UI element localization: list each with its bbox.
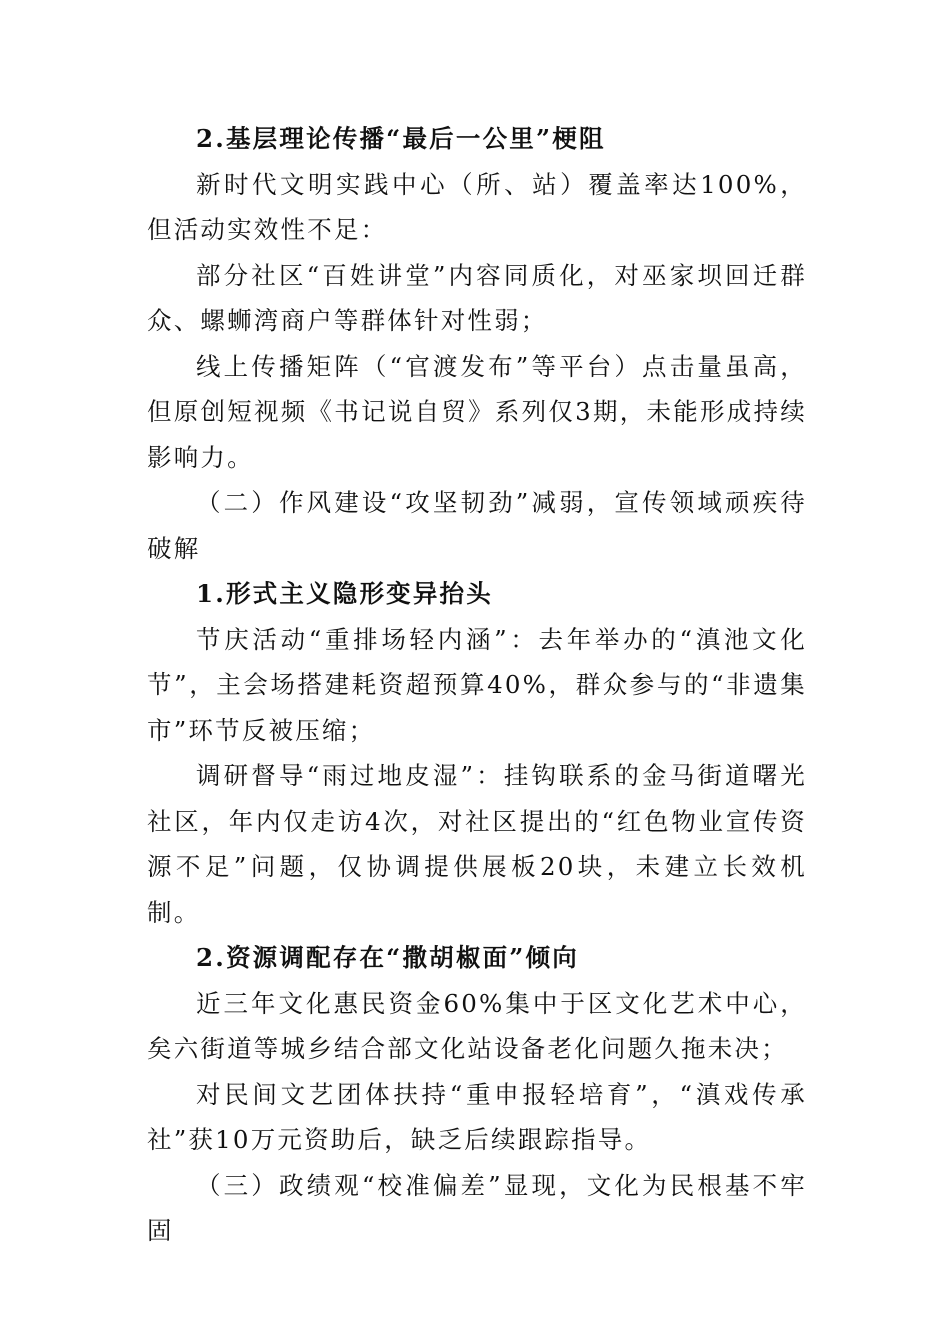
paragraph-research-supervision: 调研督导“雨过地皮湿”：挂钩联系的金马街道曙光社区，年内仅走访4次，对社区提出的“红色物业宣传资源不足”问题，仅协调提供展板20块，未建立长效机制。 xyxy=(147,761,807,927)
paragraph-online-matrix: 线上传播矩阵（“官渡发布”等平台）点击量虽高，但原创短视频《书记说自贸》系列仅3期，未能形成持续影响力。 xyxy=(147,351,807,472)
paragraph-practice-center: 新时代文明实践中心（所、站）覆盖率达100%，但活动实效性不足： xyxy=(147,169,807,244)
paragraph-festival: 节庆活动“重排场轻内涵”：去年举办的“滇池文化节”，主会场搭建耗资超预算40%，群众参与的“非遗集市”环节反被压缩； xyxy=(147,624,807,745)
paragraph-culture-funds: 近三年文化惠民资金60%集中于区文化艺术中心，矣六街道等城乡结合部文化站设备老化问题久拖未决； xyxy=(147,988,807,1063)
document-page xyxy=(147,116,807,1254)
paragraph-community-lecture: 部分社区“百姓讲堂”内容同质化，对巫家坝回迁群众、螺蛳湾商户等群体针对性弱； xyxy=(147,260,807,335)
paragraph-folk-art-support: 对民间文艺团体扶持“重申报轻培育”，“滇戏传承社”获10万元资助后，缺乏后续跟踪指导。 xyxy=(147,1079,807,1154)
section-heading-resource-allocation: 2.资源调配存在“撒胡椒面”倾向 xyxy=(196,943,579,972)
chapter-heading-work-style: （二）作风建设“攻坚韧劲”减弱，宣传领域顽疾待破解 xyxy=(147,488,807,563)
section-heading-formalism: 1.形式主义隐形变异抬头 xyxy=(196,579,493,608)
section-heading-basic-theory: 2.基层理论传播“最后一公里”梗阻 xyxy=(196,124,606,153)
chapter-heading-performance-view: （三）政绩观“校准偏差”显现，文化为民根基不牢固 xyxy=(147,1170,807,1245)
